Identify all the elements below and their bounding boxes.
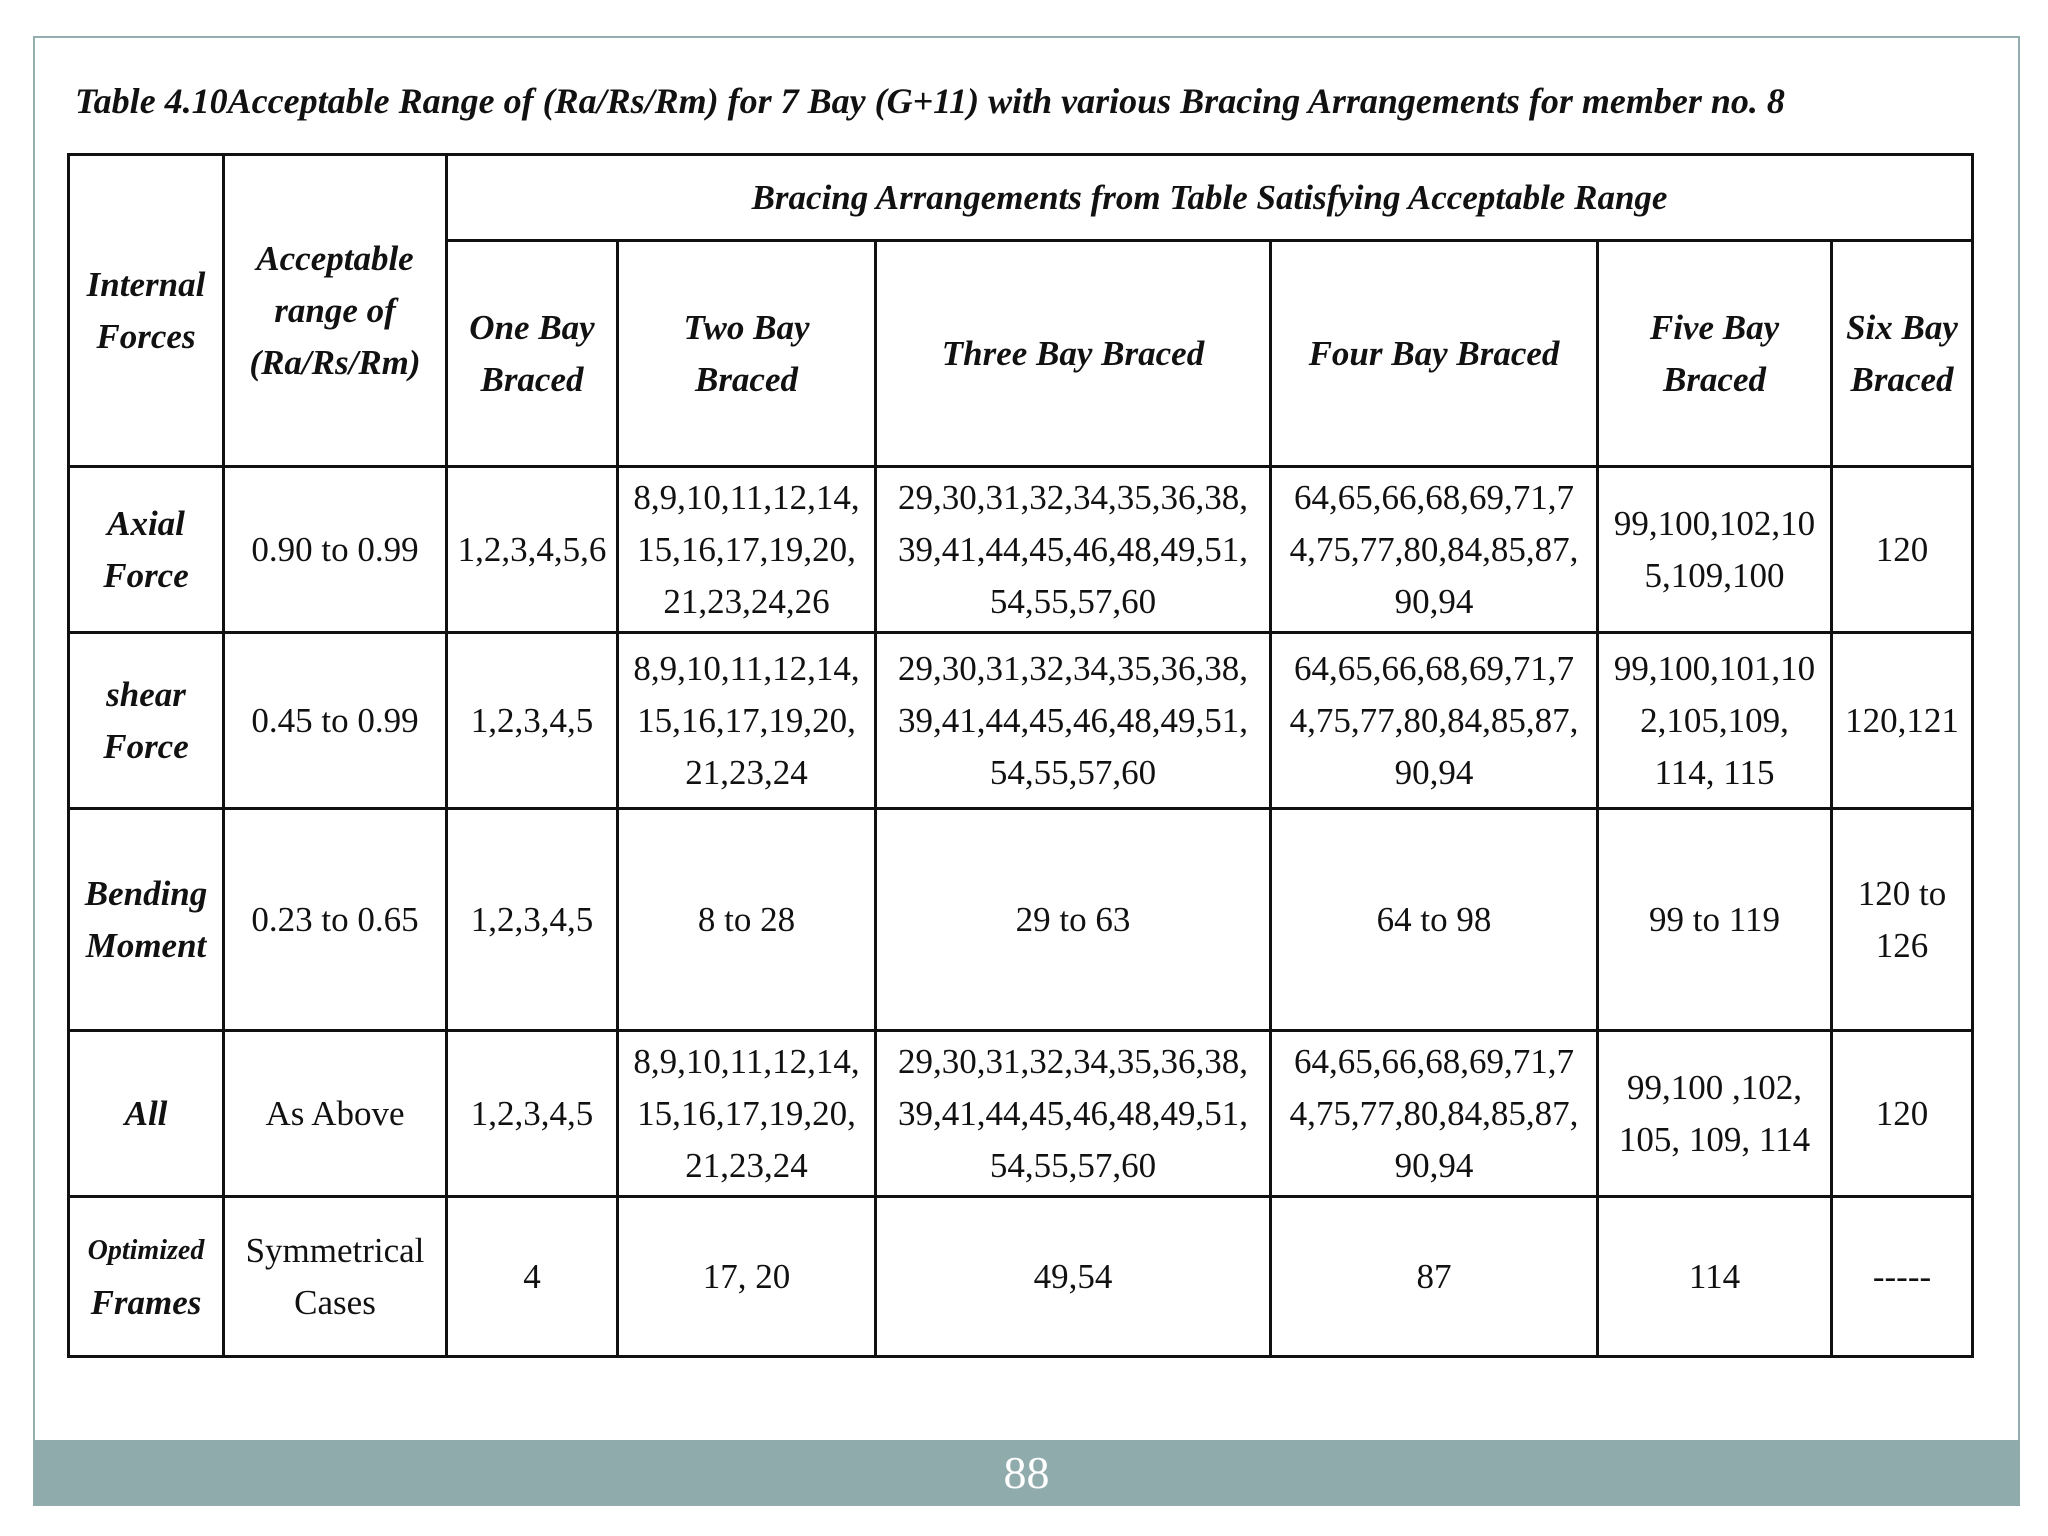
range-cell: 0.90 to 0.99	[224, 467, 447, 633]
range-cell: 0.23 to 0.65	[224, 809, 447, 1031]
header-three-bay: Three Bay Braced	[876, 241, 1271, 467]
header-acceptable-range: Acceptable range of (Ra/Rs/Rm)	[224, 155, 447, 467]
one-bay-cell: 1,2,3,4,5	[447, 1031, 618, 1197]
five-bay-cell: 99,100 ,102, 105, 109, 114	[1598, 1031, 1832, 1197]
five-bay-cell: 99,100,101,10 2,105,109, 114, 115	[1598, 633, 1832, 809]
two-bay-cell: 8,9,10,11,12,14, 15,16,17,19,20, 21,23,24,26	[618, 467, 876, 633]
row-label-all: All	[69, 1031, 224, 1197]
six-bay-cell: 120 to 126	[1832, 809, 1973, 1031]
row-label-optimized-frames: Optimized Frames	[69, 1197, 224, 1357]
three-bay-cell: 29,30,31,32,34,35,36,38, 39,41,44,45,46,48,49,51, 54,55,57,60	[876, 633, 1271, 809]
four-bay-cell: 64,65,66,68,69,71,7 4,75,77,80,84,85,87, 90,94	[1271, 633, 1598, 809]
four-bay-cell: 64,65,66,68,69,71,7 4,75,77,80,84,85,87, 90,94	[1271, 1031, 1598, 1197]
three-bay-cell: 29,30,31,32,34,35,36,38, 39,41,44,45,46,48,49,51, 54,55,57,60	[876, 1031, 1271, 1197]
five-bay-cell: 114	[1598, 1197, 1832, 1357]
bracing-table	[67, 153, 1974, 1358]
table-row	[69, 1197, 1973, 1357]
range-cell: Symmetrical Cases	[224, 1197, 447, 1357]
two-bay-cell: 8,9,10,11,12,14, 15,16,17,19,20, 21,23,24	[618, 1031, 876, 1197]
page-number: 88	[1003, 1447, 1050, 1498]
six-bay-cell: 120	[1832, 1031, 1973, 1197]
header-four-bay: Four Bay Braced	[1271, 241, 1598, 467]
three-bay-cell: 49,54	[876, 1197, 1271, 1357]
one-bay-cell: 4	[447, 1197, 618, 1357]
one-bay-cell: 1,2,3,4,5,6	[447, 467, 618, 633]
six-bay-cell: -----	[1832, 1197, 1973, 1357]
two-bay-cell: 8,9,10,11,12,14, 15,16,17,19,20, 21,23,24	[618, 633, 876, 809]
four-bay-cell: 64,65,66,68,69,71,7 4,75,77,80,84,85,87, 90,94	[1271, 467, 1598, 633]
five-bay-cell: 99,100,102,10 5,109,100	[1598, 467, 1832, 633]
two-bay-cell: 17, 20	[618, 1197, 876, 1357]
table-row	[69, 1031, 1973, 1197]
header-bracing-group: Bracing Arrangements from Table Satisfying Acceptable Range	[447, 155, 1973, 241]
table-row	[69, 809, 1973, 1031]
table-caption: Table 4.10Acceptable Range of (Ra/Rs/Rm) for 7 Bay (G+11) with various Bracing Arrangements for member no. 8	[75, 81, 1785, 121]
header-five-bay: Five Bay Braced	[1598, 241, 1832, 467]
table-row	[69, 467, 1973, 633]
header-internal-forces: Internal Forces	[69, 155, 224, 467]
header-one-bay: One Bay Braced	[447, 241, 618, 467]
page-number-bar	[33, 1440, 2020, 1506]
two-bay-cell: 8 to 28	[618, 809, 876, 1031]
row-label-bending-moment: Bending Moment	[69, 809, 224, 1031]
range-cell: 0.45 to 0.99	[224, 633, 447, 809]
row-label-axial-force: Axial Force	[69, 467, 224, 633]
four-bay-cell: 64 to 98	[1271, 809, 1598, 1031]
one-bay-cell: 1,2,3,4,5	[447, 809, 618, 1031]
one-bay-cell: 1,2,3,4,5	[447, 633, 618, 809]
three-bay-cell: 29 to 63	[876, 809, 1271, 1031]
header-two-bay: Two Bay Braced	[618, 241, 876, 467]
table-row	[69, 633, 1973, 809]
five-bay-cell: 99 to 119	[1598, 809, 1832, 1031]
range-cell: As Above	[224, 1031, 447, 1197]
header-six-bay: Six Bay Braced	[1832, 241, 1973, 467]
three-bay-cell: 29,30,31,32,34,35,36,38, 39,41,44,45,46,48,49,51, 54,55,57,60	[876, 467, 1271, 633]
row-label-shear-force: shear Force	[69, 633, 224, 809]
six-bay-cell: 120,121	[1832, 633, 1973, 809]
four-bay-cell: 87	[1271, 1197, 1598, 1357]
six-bay-cell: 120	[1832, 467, 1973, 633]
